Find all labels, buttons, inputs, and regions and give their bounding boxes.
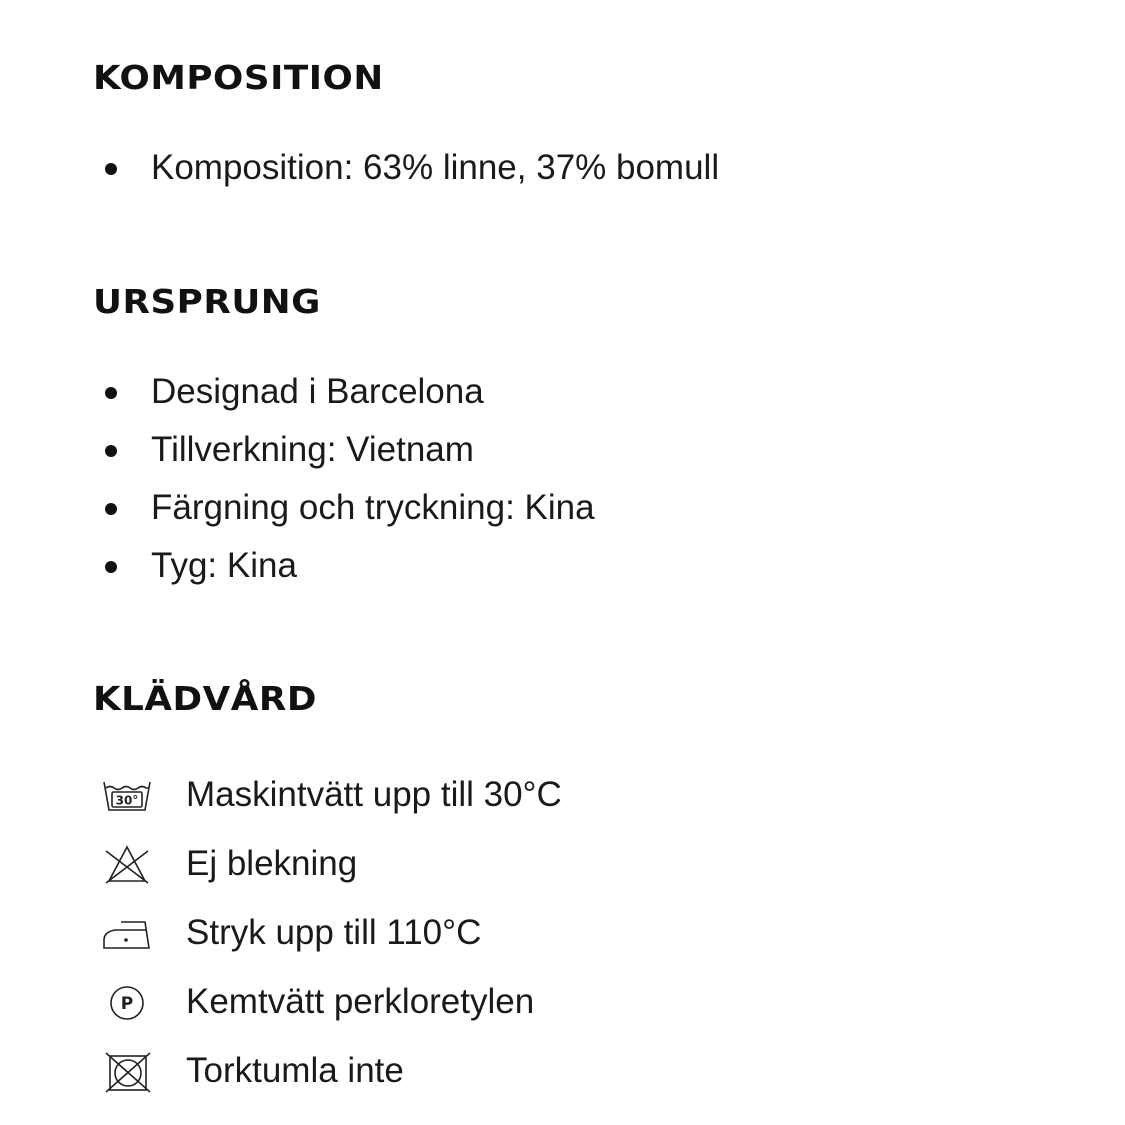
bullet-icon [105, 445, 117, 457]
care-wash-text: Maskintvätt upp till 30°C [186, 775, 562, 814]
no-tumble-dry-icon [101, 1048, 153, 1096]
wash-30-icon [101, 772, 153, 820]
section-title-composition: KOMPOSITION [93, 58, 384, 97]
dry-clean-p-icon [101, 979, 153, 1027]
care-tumble-text: Torktumla inte [186, 1051, 404, 1090]
section-title-origin: URSPRUNG [93, 282, 321, 321]
bullet-icon [105, 561, 117, 573]
origin-design-text: Designad i Barcelona [151, 372, 484, 411]
composition-text: Komposition: 63% linne, 37% bomull [151, 148, 720, 187]
iron-low-icon [101, 910, 153, 958]
care-iron-text: Stryk upp till 110°C [186, 913, 482, 952]
origin-dyeing-text: Färgning och tryckning: Kina [151, 488, 595, 527]
bullet-icon [105, 163, 117, 175]
origin-fabric-text: Tyg: Kina [151, 546, 297, 585]
care-bleach-text: Ej blekning [186, 844, 358, 883]
svg-text:P: P [120, 994, 134, 1014]
care-dryclean-text: Kemtvätt perkloretylen [186, 982, 535, 1021]
section-title-care: KLÄDVÅRD [93, 679, 318, 718]
bullet-icon [105, 503, 117, 515]
no-bleach-icon [101, 841, 153, 889]
bullet-icon [105, 387, 117, 399]
svg-text:30°: 30° [115, 793, 139, 808]
origin-manufacturing-text: Tillverkning: Vietnam [151, 430, 474, 469]
